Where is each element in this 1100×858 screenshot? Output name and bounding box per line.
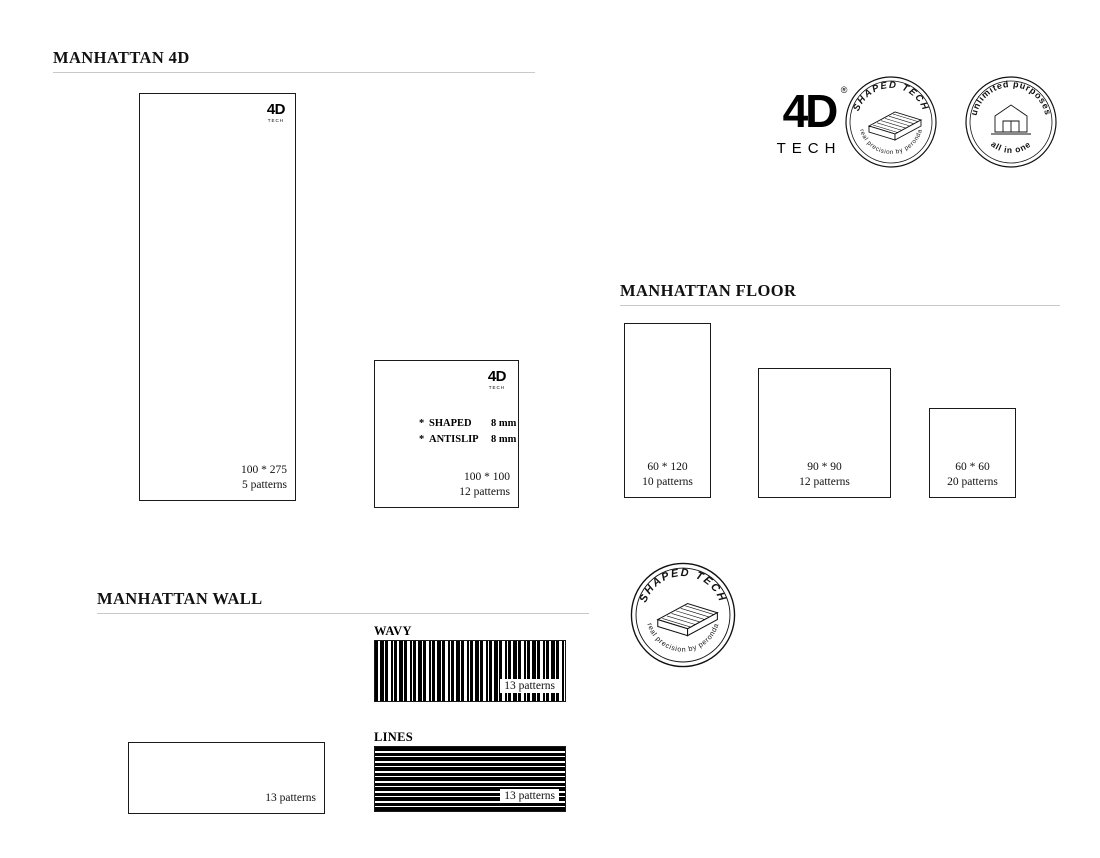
spec-row-shaped <box>419 416 516 432</box>
shaped-tech-stamp-icon <box>840 74 939 170</box>
swatch-patterns-label: 13 patterns <box>500 679 559 693</box>
product-size: 100 * 275 <box>241 463 287 476</box>
product-box-100x275 <box>139 93 296 501</box>
swatch-title-wavy: WAVY <box>374 624 412 638</box>
svg-text:all in one: all in one <box>989 138 1033 156</box>
product-box-caption <box>625 460 710 491</box>
product-size: 60 * 120 <box>647 460 688 473</box>
product-box-caption <box>459 470 510 501</box>
section-title-manhattan-4d: MANHATTAN 4D <box>53 48 190 67</box>
brand-logo-word: TECH <box>776 140 842 157</box>
product-size: 90 * 90 <box>807 460 842 473</box>
spec-star: * <box>419 418 425 429</box>
4d-tech-mark <box>267 102 285 124</box>
4d-tech-mark-glyph: 4D <box>487 368 506 385</box>
4d-tech-mark-sub: TECH <box>488 385 506 390</box>
4d-tech-mark-glyph: 4D <box>266 101 285 118</box>
unlimited-purposes-stamp-icon <box>963 74 1059 170</box>
product-box-90x90 <box>758 368 891 498</box>
product-box-caption <box>759 460 890 491</box>
product-patterns: 12 patterns <box>799 476 850 489</box>
product-patterns: 5 patterns <box>241 479 287 492</box>
product-box-caption <box>265 791 316 807</box>
product-box-100x100 <box>374 360 519 508</box>
spec-name: SHAPED <box>429 418 472 429</box>
section-rule-manhattan-4d <box>53 72 535 73</box>
shaped-tech-stamp-icon <box>628 560 738 670</box>
product-box-wall-plain <box>128 742 325 814</box>
4d-tech-mark <box>488 369 506 391</box>
spec-name: ANTISLIP <box>429 433 479 445</box>
registered-trademark-icon: ® <box>840 85 848 95</box>
spec-star: * <box>419 433 425 445</box>
brand-logo-glyph <box>782 85 848 137</box>
spec-list <box>419 416 516 448</box>
product-size: 100 * 100 <box>464 470 510 483</box>
svg-text:unlimited purposes: unlimited purposes <box>968 78 1054 117</box>
product-box-caption <box>930 460 1015 491</box>
svg-text:real precision by peronda: real precision by peronda <box>645 622 721 654</box>
spec-row-antislip <box>419 432 516 448</box>
4d-tech-mark-sub: TECH <box>267 118 285 123</box>
product-patterns: 20 patterns <box>947 476 998 489</box>
svg-text:SHAPED TECH: SHAPED TECH <box>851 79 931 113</box>
product-patterns: 12 patterns <box>459 486 510 499</box>
product-patterns: 13 patterns <box>265 792 316 805</box>
spec-value: 8 mm <box>491 433 517 445</box>
pattern-swatch-wavy <box>374 640 566 702</box>
product-box-60x120 <box>624 323 711 498</box>
pattern-swatch-lines <box>374 746 566 812</box>
brand-logo-glyph-text: 4D <box>782 85 836 137</box>
product-box-caption <box>241 463 287 494</box>
swatch-title-lines: LINES <box>374 730 414 744</box>
product-box-60x60 <box>929 408 1016 498</box>
section-title-manhattan-wall: MANHATTAN WALL <box>97 589 263 608</box>
swatch-patterns-label: 13 patterns <box>500 789 559 803</box>
product-size: 60 * 60 <box>955 460 990 473</box>
product-patterns: 10 patterns <box>642 476 693 489</box>
spec-value: 8 mm <box>491 418 517 429</box>
section-rule-manhattan-floor <box>620 305 1060 306</box>
section-title-manhattan-floor: MANHATTAN FLOOR <box>620 281 797 300</box>
svg-text:SHAPED TECH: SHAPED TECH <box>637 566 729 605</box>
section-rule-manhattan-wall <box>97 613 589 614</box>
svg-text:real precision by peronda: real precision by peronda <box>858 128 925 157</box>
